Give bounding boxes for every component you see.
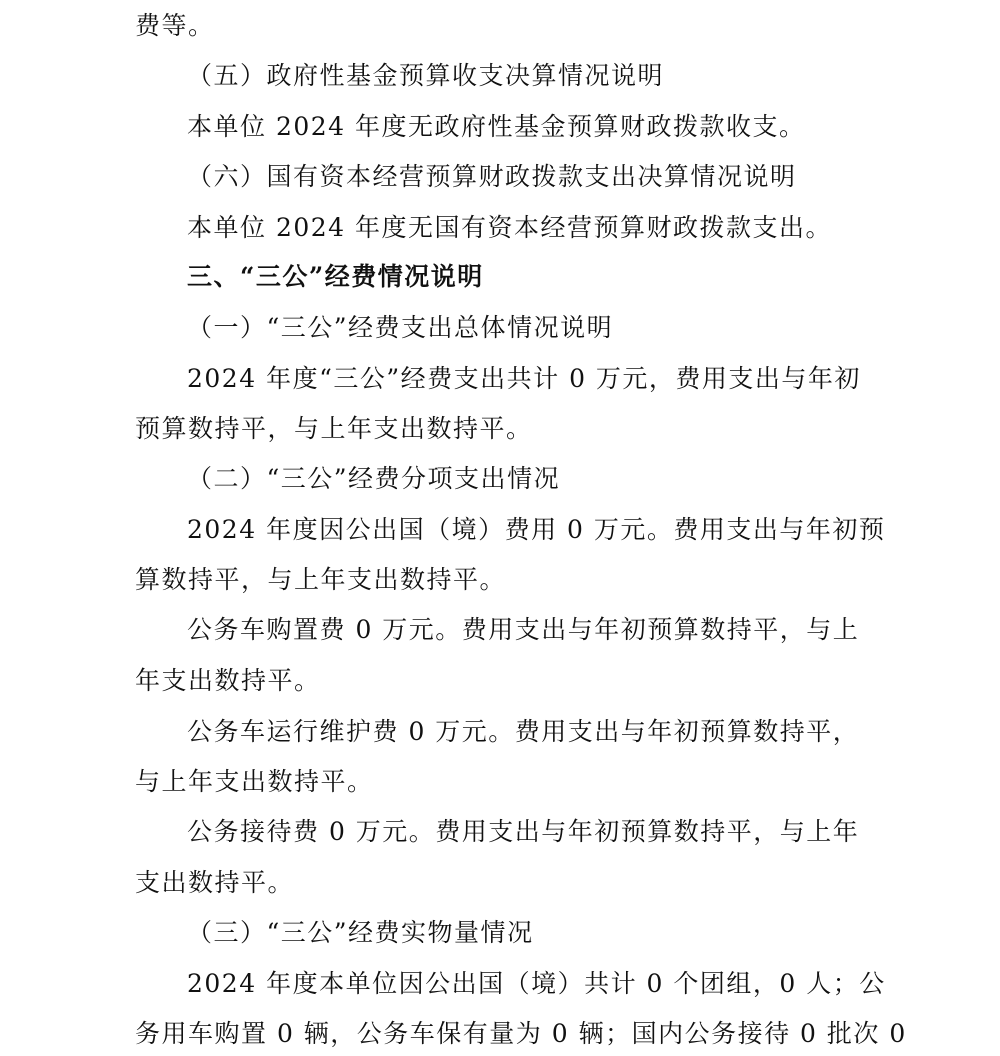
- paragraph-line: 费等。: [135, 11, 215, 40]
- section-heading: （三）“三公”经费实物量情况: [187, 918, 534, 947]
- paragraph-line: 2024 年度本单位因公出国（境）共计 0 个团组，0 人；公: [187, 969, 886, 998]
- paragraph-line: 与上年支出数持平。: [135, 767, 374, 796]
- section-heading: （五）政府性基金预算收支决算情况说明: [187, 61, 665, 90]
- paragraph-line: 本单位 2024 年度无国有资本经营预算财政拨款支出。: [187, 213, 833, 242]
- paragraph-line: 公务车运行维护费 0 万元。费用支出与年初预算数持平，: [187, 717, 860, 746]
- paragraph-line: 务用车购置 0 辆，公务车保有量为 0 辆；国内公务接待 0 批次 0: [135, 1019, 907, 1048]
- main-heading: 三、“三公”经费情况说明: [187, 262, 484, 291]
- section-heading: （六）国有资本经营预算财政拨款支出决算情况说明: [187, 162, 797, 191]
- paragraph-line: 2024 年度因公出国（境）费用 0 万元。费用支出与年初预: [187, 515, 886, 544]
- section-heading: （二）“三公”经费分项支出情况: [187, 464, 561, 493]
- paragraph-line: 公务接待费 0 万元。费用支出与年初预算数持平，与上年: [187, 817, 860, 846]
- paragraph-line: 公务车购置费 0 万元。费用支出与年初预算数持平，与上: [187, 615, 860, 644]
- paragraph-line: 算数持平，与上年支出数持平。: [135, 565, 507, 594]
- paragraph-line: 预算数持平，与上年支出数持平。: [135, 414, 533, 443]
- paragraph-line: 支出数持平。: [135, 868, 295, 897]
- section-heading: （一）“三公”经费支出总体情况说明: [187, 313, 614, 342]
- paragraph-line: 本单位 2024 年度无政府性基金预算财政拨款收支。: [187, 112, 806, 141]
- paragraph-line: 2024 年度“三公”经费支出共计 0 万元，费用支出与年初: [187, 364, 861, 393]
- paragraph-line: 年支出数持平。: [135, 666, 321, 695]
